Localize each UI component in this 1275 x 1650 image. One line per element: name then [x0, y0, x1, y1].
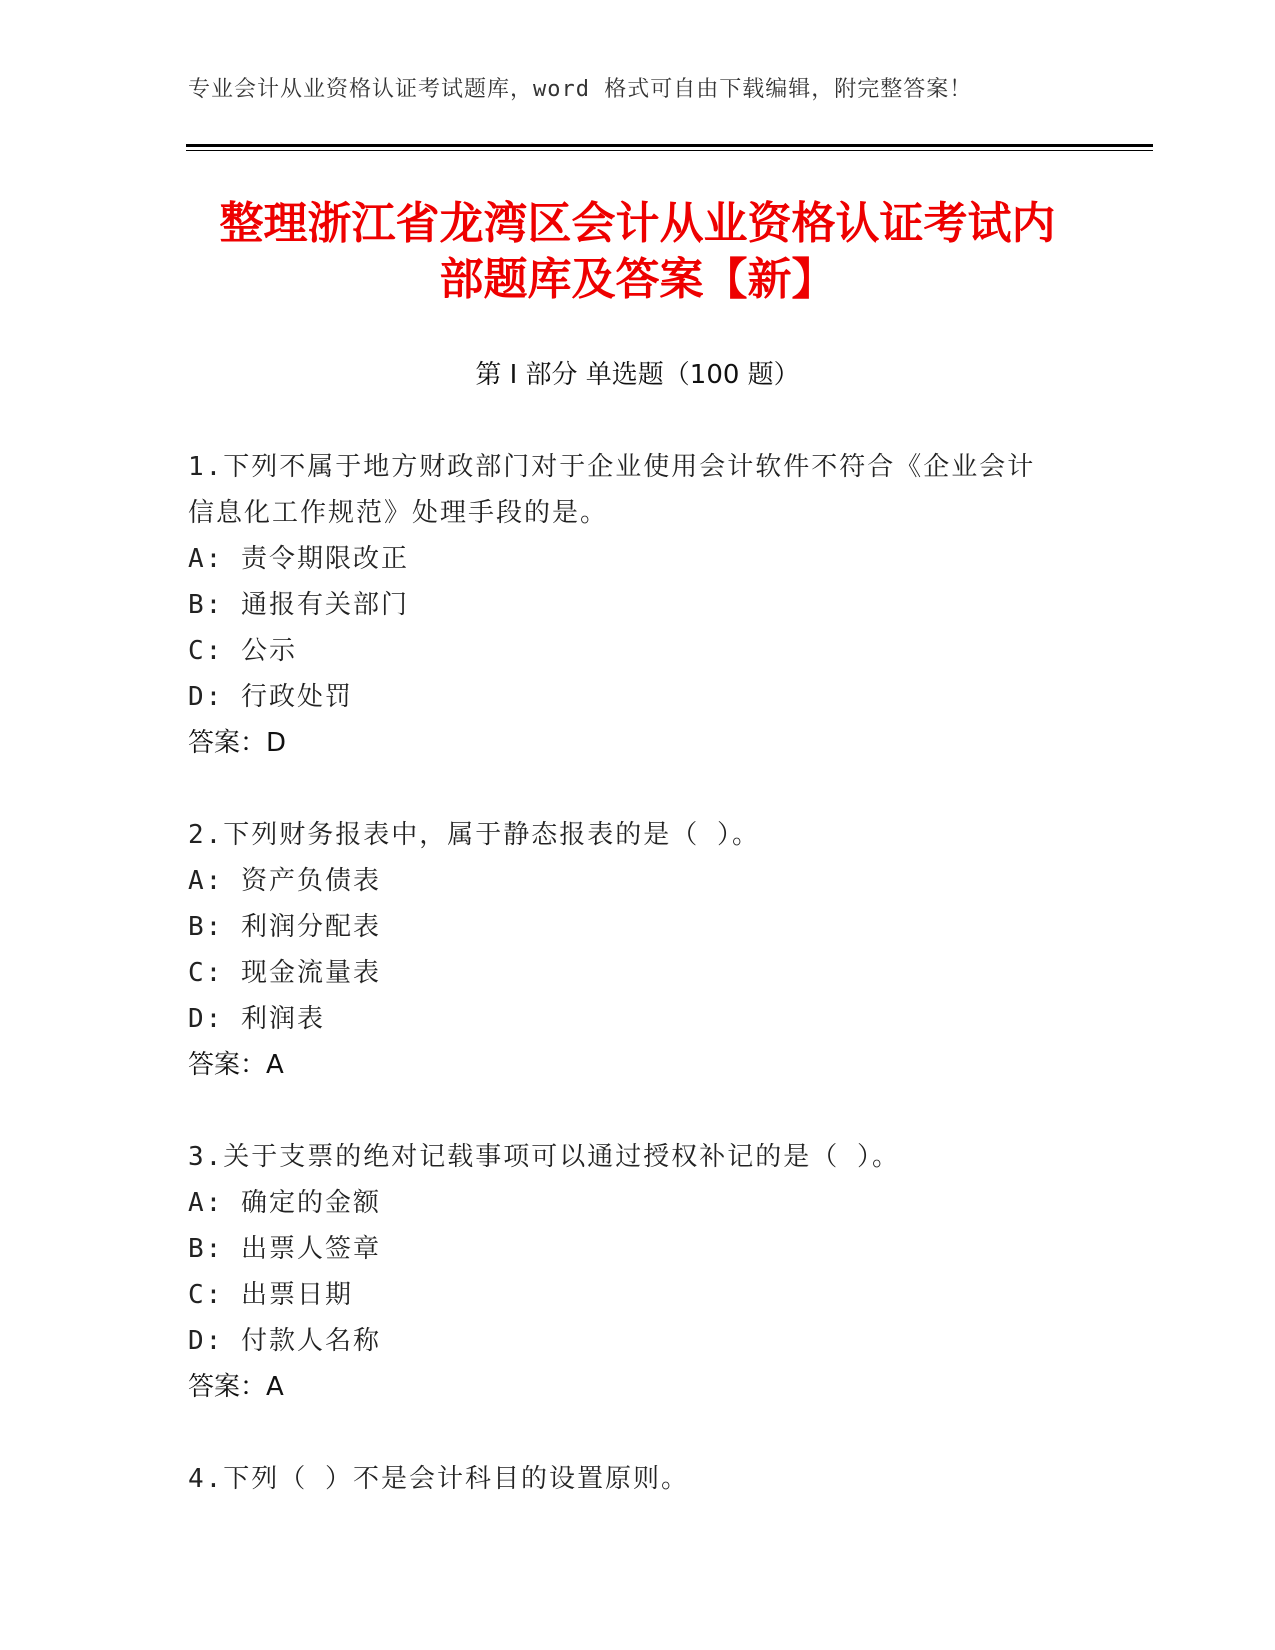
question-4 — [188, 1456, 1088, 1502]
question-text-line: 信息化工作规范》处理手段的是。 — [188, 498, 609, 528]
question-text — [188, 444, 1088, 536]
header-note: 专业会计从业资格认证考试题库，word 格式可自由下载编辑，附完整答案！ — [188, 77, 973, 102]
document-title-line-2: 部题库及答案【新】 — [439, 254, 836, 305]
option-d: D: 行政处罚 — [188, 682, 353, 712]
question-text — [188, 1134, 1088, 1180]
option-b: B: 出票人签章 — [188, 1234, 381, 1264]
question-1 — [188, 444, 1088, 766]
option-b: B: 通报有关部门 — [188, 590, 409, 620]
document-title — [150, 196, 1125, 308]
option-c: C: 出票日期 — [188, 1280, 353, 1310]
option-b: B: 利润分配表 — [188, 912, 381, 942]
option-d: D: 付款人名称 — [188, 1326, 381, 1356]
option-d: D: 利润表 — [188, 1004, 325, 1034]
question-text-line: 3.关于支票的绝对记载事项可以通过授权补记的是（ ）。 — [188, 1142, 900, 1172]
question-3 — [188, 1134, 1088, 1410]
header-rule-thick — [186, 144, 1153, 147]
option-c: C: 公示 — [188, 636, 297, 666]
option-a: A: 资产负债表 — [188, 866, 381, 896]
header-rule-thin — [186, 150, 1153, 151]
answer: 答案：A — [188, 1372, 284, 1402]
document-title-line-1: 整理浙江省龙湾区会计从业资格认证考试内 — [219, 198, 1056, 249]
section-heading: 第 I 部分 单选题（100 题） — [475, 360, 800, 390]
question-text-line: 2.下列财务报表中，属于静态报表的是（ ）。 — [188, 820, 760, 850]
question-text — [188, 812, 1088, 858]
option-a: A: 责令期限改正 — [188, 544, 409, 574]
answer: 答案：A — [188, 1050, 284, 1080]
question-2 — [188, 812, 1088, 1088]
question-text-line: 1.下列不属于地方财政部门对于企业使用会计软件不符合《企业会计 — [188, 452, 1036, 482]
option-c: C: 现金流量表 — [188, 958, 381, 988]
question-text-line: 4.下列（ ）不是会计科目的设置原则。 — [188, 1464, 689, 1494]
answer: 答案：D — [188, 728, 287, 758]
option-a: A: 确定的金额 — [188, 1188, 381, 1218]
question-text — [188, 1456, 1088, 1502]
question-list — [188, 444, 1088, 1548]
